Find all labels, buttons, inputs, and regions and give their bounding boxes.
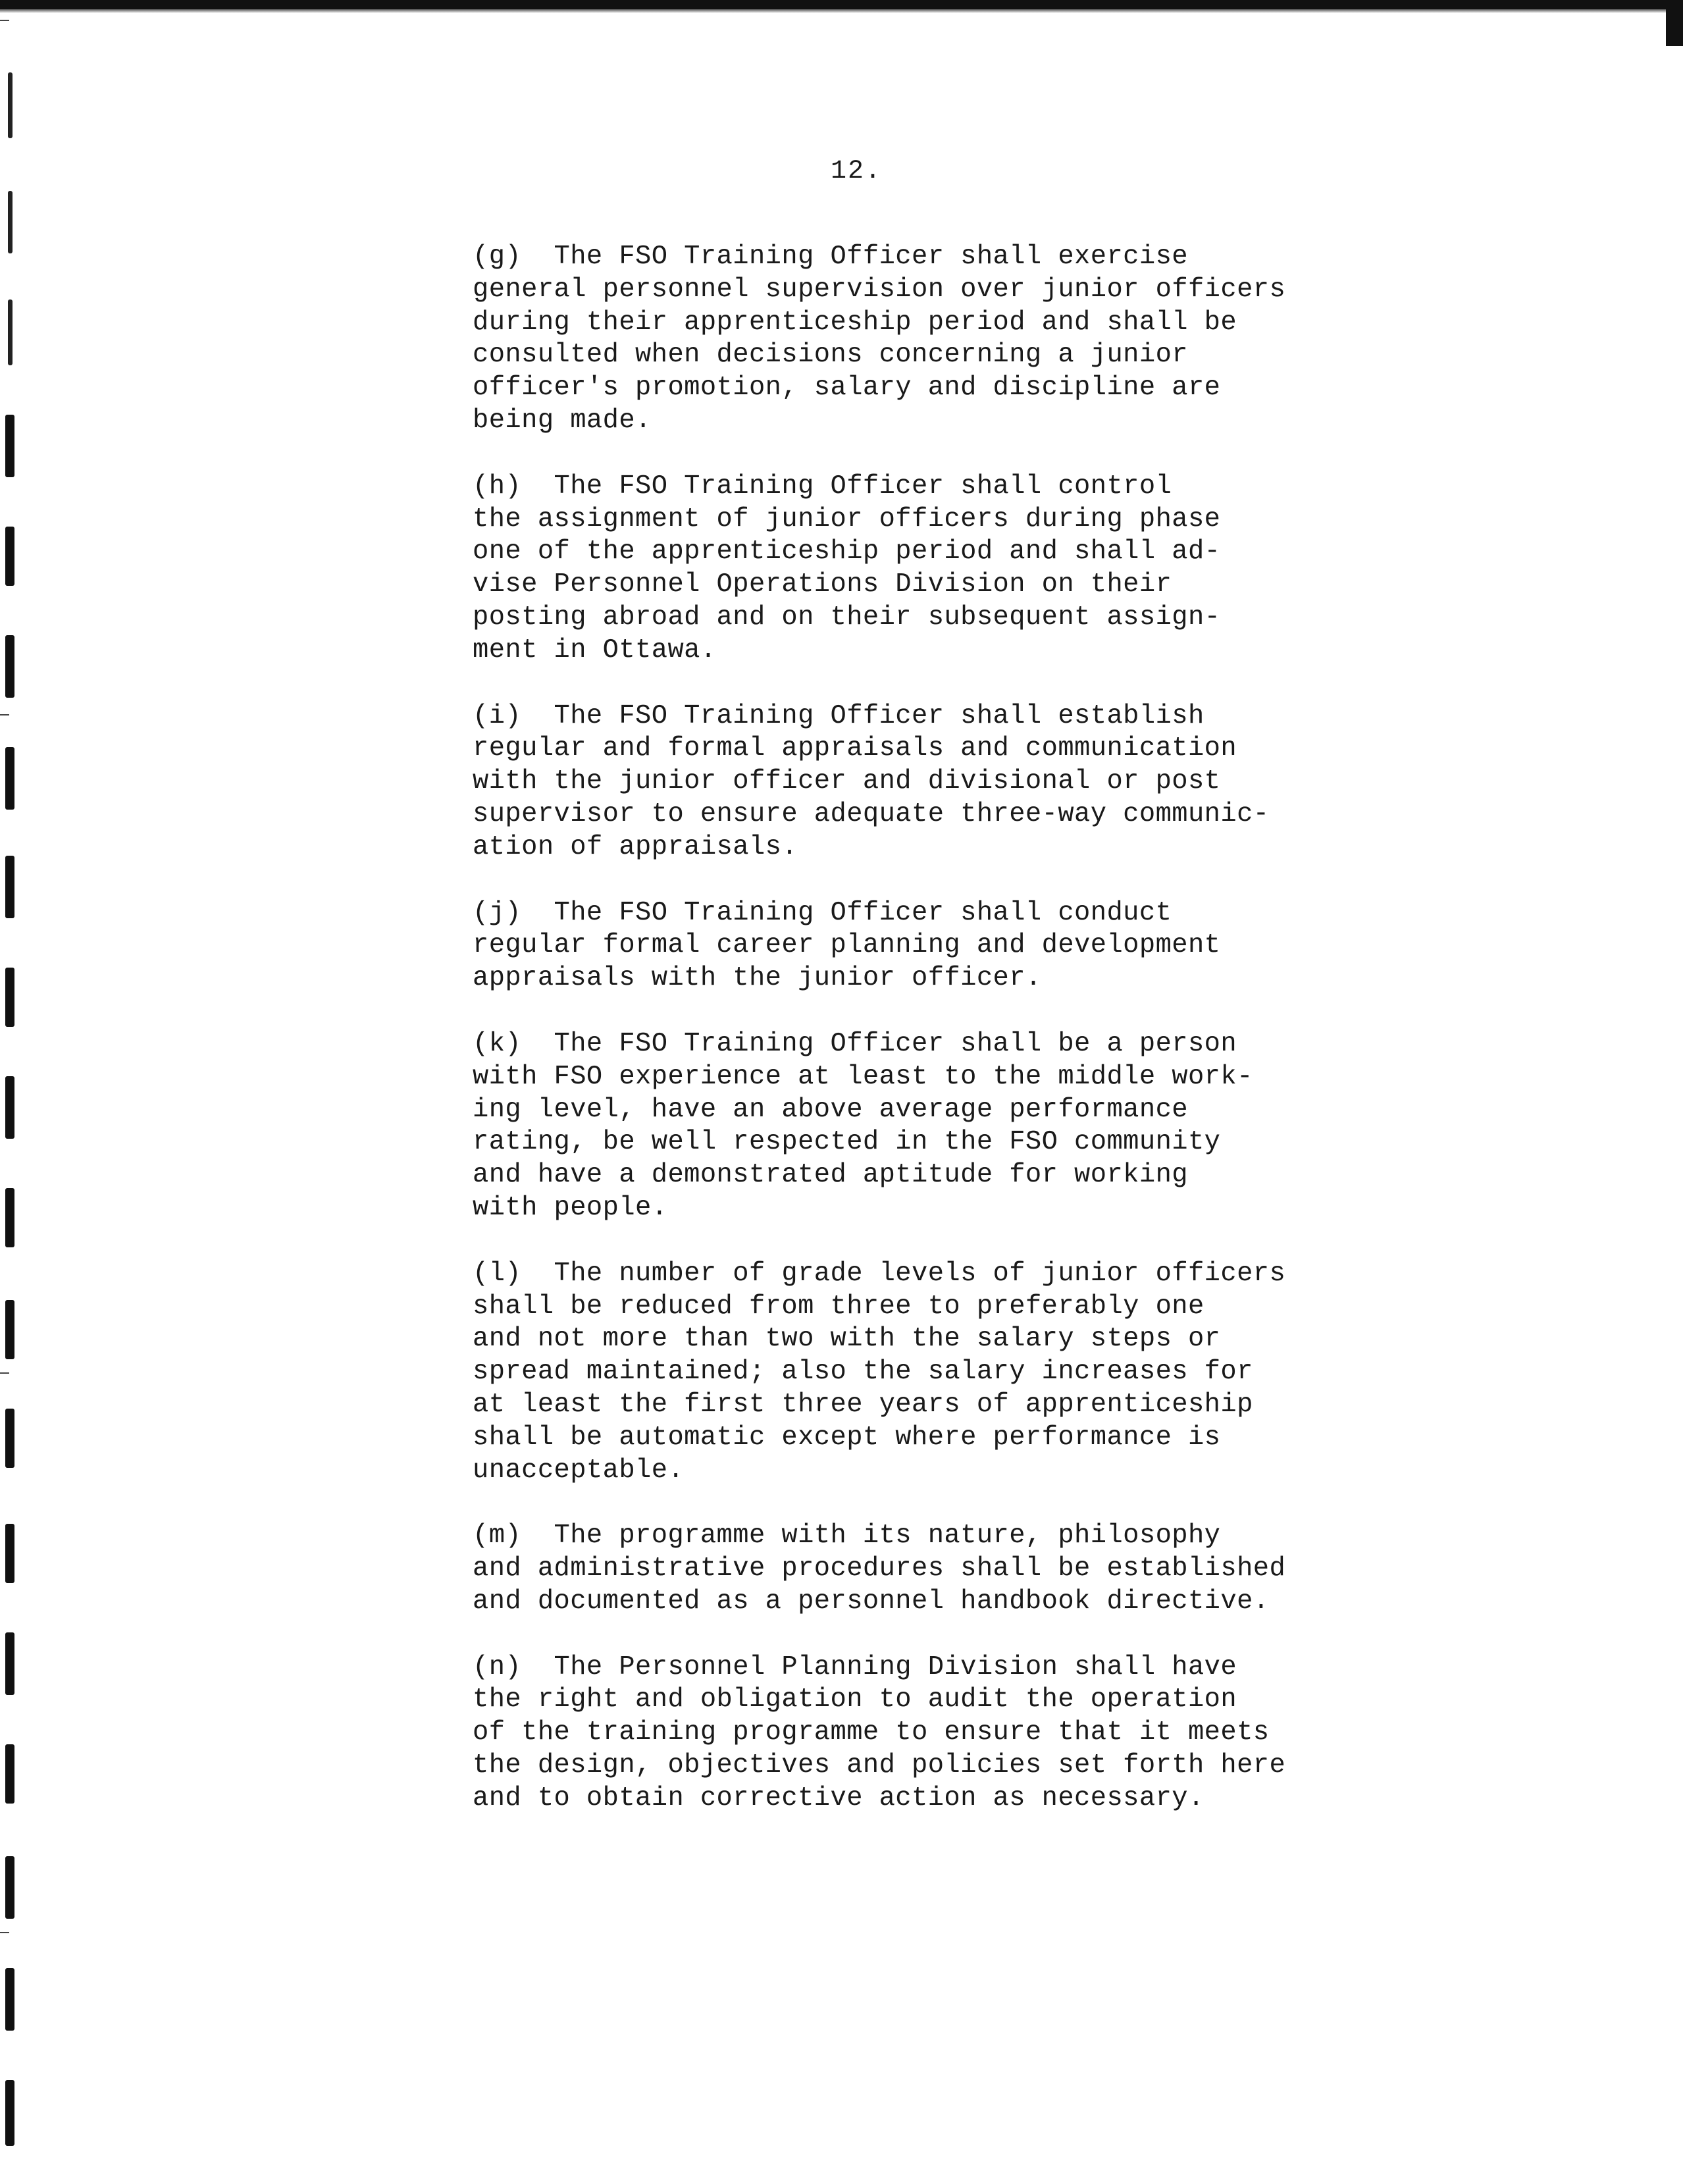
binding-mark	[5, 856, 14, 918]
paragraph-l	[473, 1258, 1361, 1488]
paragraph-k	[473, 1028, 1361, 1225]
paragraph-n	[473, 1651, 1361, 1815]
paragraph-line: and have a demonstrated aptitude for working	[473, 1160, 1188, 1191]
binding-mark	[5, 1076, 14, 1139]
binding-tick	[0, 1372, 9, 1374]
scan-top-border	[0, 0, 1683, 9]
paragraph-line: (k) The FSO Training Officer shall be a person	[473, 1028, 1237, 1059]
paragraph-line: (h) The FSO Training Officer shall control	[473, 471, 1172, 502]
binding-mark	[5, 1968, 14, 2031]
binding-mark	[5, 635, 14, 698]
binding-mark	[5, 968, 14, 1027]
paragraph-line: the design, objectives and policies set forth here	[473, 1750, 1286, 1781]
scan-right-edge	[1666, 0, 1683, 46]
paragraph-line: shall be reduced from three to preferably one	[473, 1291, 1204, 1322]
paragraph-g	[473, 241, 1361, 438]
paragraph-i	[473, 700, 1361, 864]
paragraph-line: regular formal career planning and development	[473, 930, 1221, 961]
binding-tick	[0, 714, 9, 715]
paragraph-line: appraisals with the junior officer.	[473, 963, 1042, 994]
binding-mark	[5, 1409, 14, 1468]
paragraph-line: and not more than two with the salary steps or	[473, 1324, 1221, 1355]
paragraph-line: (m) The programme with its nature, philosophy	[473, 1521, 1221, 1551]
paragraph-line: (j) The FSO Training Officer shall conduct	[473, 897, 1172, 928]
paragraph-line: ation of appraisals.	[473, 831, 798, 862]
paragraph-line: general personnel supervision over junior officers	[473, 274, 1286, 305]
paragraph-line: posting abroad and on their subsequent assign-	[473, 602, 1221, 633]
binding-mark	[5, 1524, 14, 1583]
paragraph-line: (l) The number of grade levels of junior officers	[473, 1258, 1286, 1289]
binding-mark	[5, 1632, 14, 1695]
paragraph-line: with the junior officer and divisional or post	[473, 766, 1221, 797]
paragraph-line: and documented as a personnel handbook directive.	[473, 1586, 1270, 1617]
paragraph-line: supervisor to ensure adequate three-way communic-	[473, 798, 1270, 829]
paragraph-j	[473, 897, 1361, 995]
paragraph-line: being made.	[473, 405, 652, 436]
binding-mark	[5, 2080, 14, 2146]
paragraph-line: at least the first three years of apprenticeship	[473, 1389, 1253, 1420]
paragraph-line: rating, be well respected in the FSO community	[473, 1127, 1221, 1158]
paragraph-line: shall be automatic except where performance is	[473, 1422, 1221, 1453]
scan-top-border-shadow	[0, 9, 1683, 13]
paragraph-line: of the training programme to ensure that it meets	[473, 1717, 1270, 1748]
paragraph-line: ment in Ottawa.	[473, 635, 717, 665]
binding-mark	[8, 299, 13, 365]
paragraph-line: spread maintained; also the salary increases for	[473, 1357, 1253, 1388]
paragraph-line: the assignment of junior officers during phase	[473, 504, 1221, 534]
paragraph-line: (g) The FSO Training Officer shall exercise	[473, 242, 1188, 272]
paragraph-line: ing level, have an above average performance	[473, 1094, 1188, 1125]
paragraph-line: consulted when decisions concerning a junior	[473, 340, 1188, 371]
paragraph-line: officer's promotion, salary and discipline are	[473, 373, 1221, 403]
binding-mark	[5, 1300, 14, 1359]
paragraph-line: with people.	[473, 1192, 668, 1223]
binding-tick	[0, 1932, 9, 1933]
binding-mark	[5, 1744, 14, 1804]
binding-mark	[5, 747, 14, 810]
binding-mark	[5, 415, 14, 477]
paragraph-line: (n) The Personnel Planning Division shall have	[473, 1651, 1237, 1682]
paragraph-line: vise Personnel Operations Division on their	[473, 569, 1172, 600]
paragraph-line: and administrative procedures shall be established	[473, 1553, 1286, 1584]
binding-mark	[5, 1856, 14, 1919]
paragraph-line: and to obtain corrective action as necessary.	[473, 1782, 1204, 1813]
binding-tick	[0, 20, 9, 21]
paragraph-line: during their apprenticeship period and shall be	[473, 307, 1237, 338]
binding-mark	[5, 527, 14, 586]
paragraph-line: one of the apprenticeship period and shall ad-	[473, 536, 1221, 567]
paragraph-line: with FSO experience at least to the middle work-	[473, 1061, 1253, 1092]
binding-strip	[0, 0, 39, 2184]
binding-mark	[8, 191, 13, 253]
paragraph-h	[473, 471, 1361, 667]
document-body	[473, 241, 1361, 1848]
page-number: 12.	[831, 157, 883, 186]
paragraph-line: unacceptable.	[473, 1455, 685, 1486]
binding-mark	[8, 72, 13, 138]
binding-mark	[5, 1188, 14, 1247]
paragraph-line: the right and obligation to audit the operation	[473, 1684, 1237, 1715]
paragraph-m	[473, 1520, 1361, 1618]
paragraph-line: (i) The FSO Training Officer shall establish	[473, 700, 1204, 731]
paragraph-line: regular and formal appraisals and communication	[473, 733, 1237, 764]
